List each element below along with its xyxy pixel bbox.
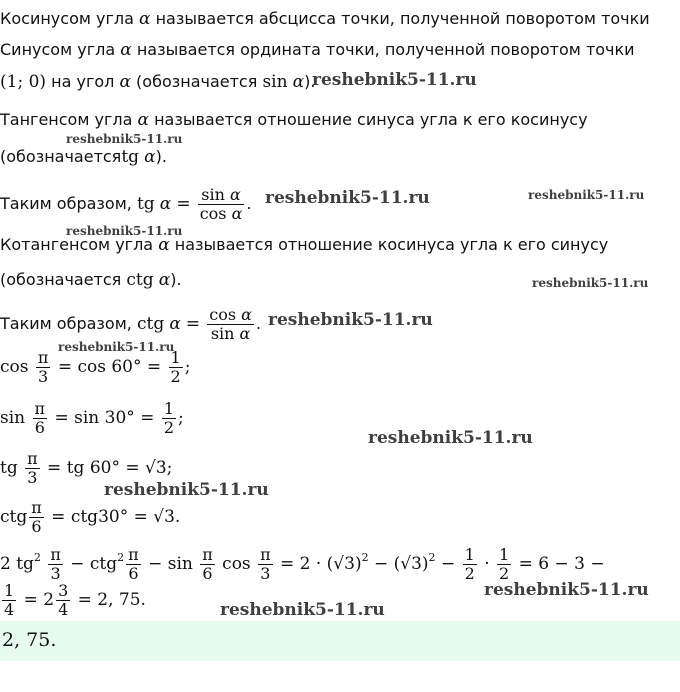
watermark: reshebnik5-11.ru <box>312 70 477 90</box>
final-expression-line1: 2 $tg^2$ $\frac{\pi}{3}$ − ctg$^2$ $\frac{\pi}{6}$ − sin $\frac{\pi}{6}$ cos $\frac{\pi}{3}$ = $2 \cdot (√3)^2 - (√3)^2$ − $\frac{1}{2}$ · $\frac{1}{2}$ = 6 − 3 − <box>0 545 605 583</box>
cos-pi-3: cos $\frac{\pi}{3}$ = cos 60° = $\frac{1}{2}$ ; <box>0 348 191 386</box>
cotangent-definition: Котангенсом угла α называется отношение косинуса угла к его синусу <box>0 235 609 255</box>
answer-value: 2, 75. <box>2 629 57 651</box>
watermark: reshebnik5-11.ru <box>66 132 183 146</box>
tg-pi-3: tg $\frac{\pi}{3}$ = tg 60° = √3; <box>0 449 173 487</box>
sine-definition-cont: (1; 0) на угол α (обозначается sin α). <box>0 72 316 92</box>
final-expression-line2: $\frac{1}{4}$ = 2 $\frac{3}{4}$ = 2, 75. <box>4 581 146 619</box>
cotangent-formula: Таким образом, ctg α = $\frac{\text{cos α}}{\text{sin α}}$ . <box>0 305 262 343</box>
watermark: reshebnik5-11.ru <box>484 580 649 600</box>
watermark: reshebnik5-11.ru <box>58 340 175 354</box>
ctg-pi-6: ctg $\frac{\pi}{6}$ = ctg30° = √3. <box>0 498 181 536</box>
sine-definition: Синусом угла α называется ордината точки, полученной поворотом точки <box>0 40 635 60</box>
watermark: reshebnik5-11.ru <box>104 480 269 500</box>
watermark: reshebnik5-11.ru <box>528 188 645 202</box>
watermark: reshebnik5-11.ru <box>265 188 430 208</box>
cosine-definition: Косинусом угла α называется абсцисса точки, полученной поворотом точки <box>0 9 650 29</box>
watermark: reshebnik5-11.ru <box>368 428 533 448</box>
cotangent-denotation: (обозначается ctg α). <box>0 270 182 290</box>
sin-pi-6: sin $\frac{\pi}{6}$ = sin 30° = $\frac{1}{2}$ ; <box>0 399 184 437</box>
watermark: reshebnik5-11.ru <box>220 600 385 620</box>
tangent-definition: Тангенсом угла α называется отношение синуса угла к его косинусу <box>0 110 588 130</box>
tangent-denotation: (обозначаетсяtg α). <box>0 147 167 167</box>
watermark: reshebnik5-11.ru <box>532 276 649 290</box>
answer-box <box>0 621 680 661</box>
watermark: reshebnik5-11.ru <box>66 224 183 238</box>
tangent-formula: Таким образом, tg α = $\frac{\text{sin α}}{\text{cos α}}$ . <box>0 185 252 223</box>
ctg-fraction: $\frac{\text{cos α}}{\text{sin α}}$ <box>209 305 252 343</box>
watermark: reshebnik5-11.ru <box>268 310 433 330</box>
tg-fraction: $\frac{\text{sin α}}{\text{cos α}}$ <box>199 185 243 223</box>
